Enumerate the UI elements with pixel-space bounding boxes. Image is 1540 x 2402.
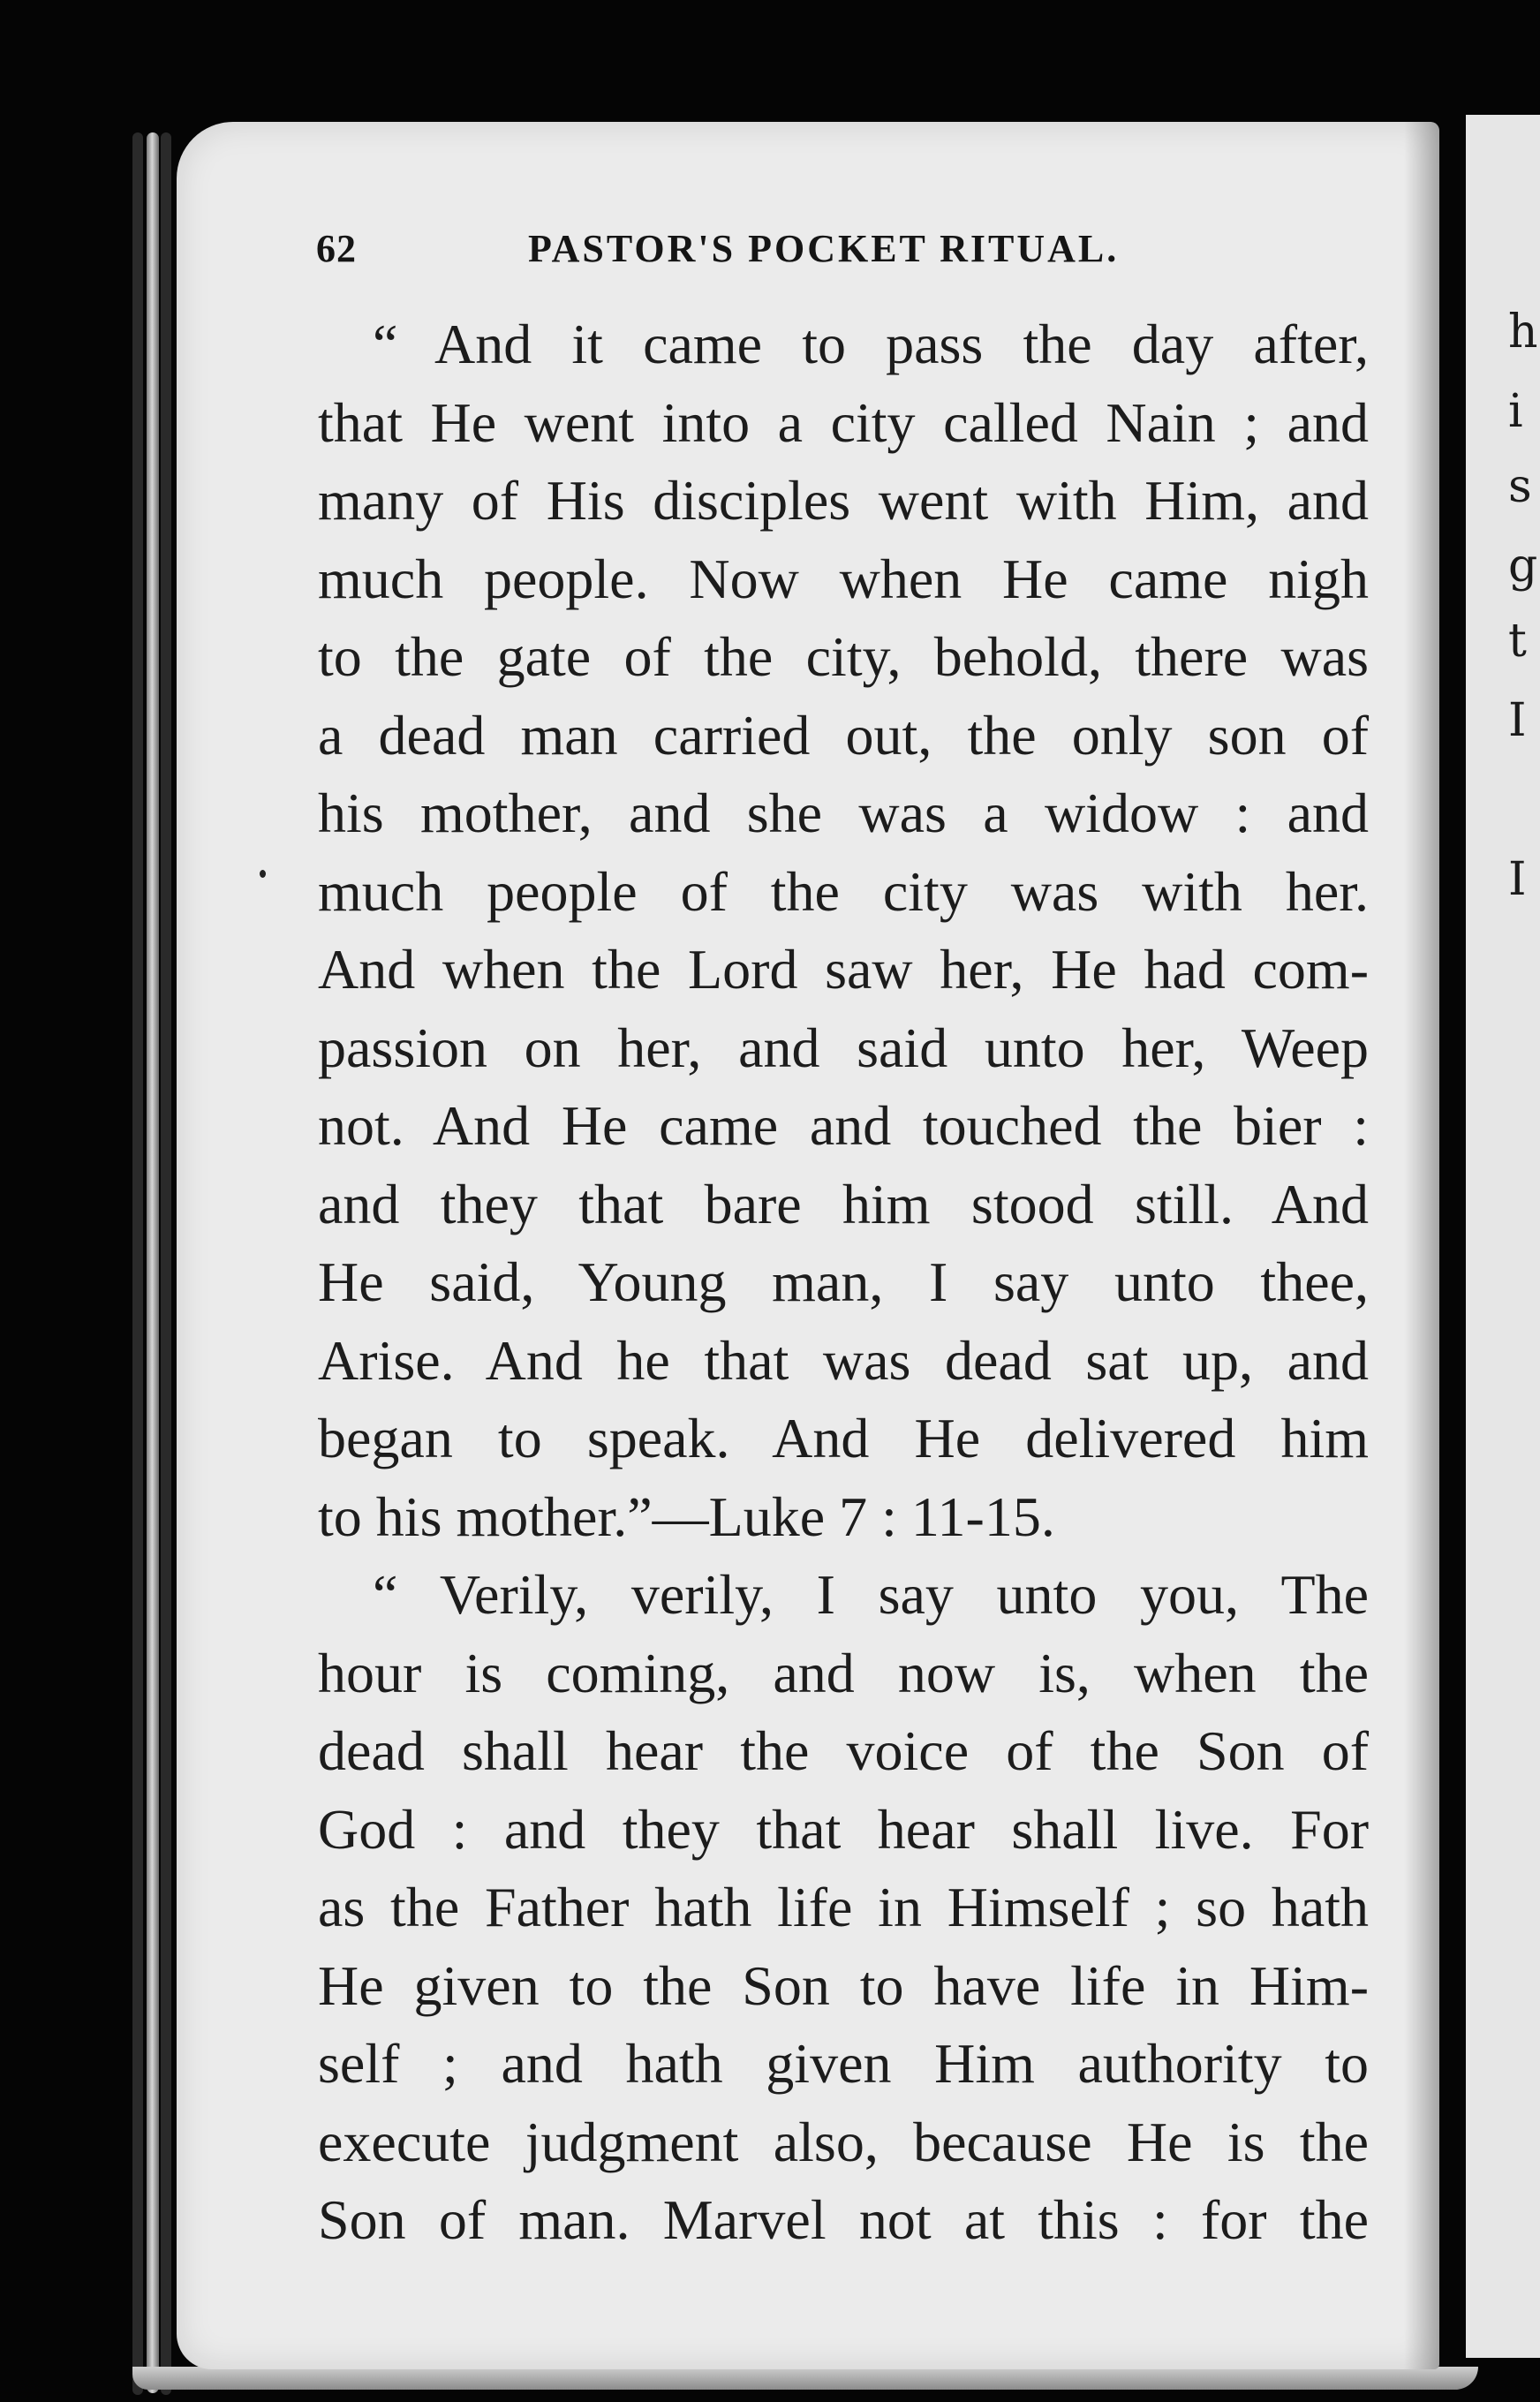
text-line: much people. Now when He came nigh [318, 547, 1369, 610]
text-line: Son of man. Marvel not at this : for the [318, 2188, 1369, 2251]
facing-page-letter: s [1508, 460, 1532, 513]
book-page [177, 122, 1439, 2369]
text-line: “ And it came to pass the day after, [373, 313, 1369, 375]
text-line: dead shall hear the voice of the Son of [318, 1719, 1369, 1782]
text-line: to his mother.”—Luke 7 : 11-15. [318, 1484, 1055, 1548]
text-line: execute judgment also, because He is the [318, 2110, 1369, 2173]
facing-page-letter: I [1508, 694, 1527, 747]
ink-speck [260, 870, 266, 878]
page-header [316, 226, 1367, 279]
text-line: much people of the city was with her. [318, 859, 1369, 923]
running-head: PASTOR'S POCKET RITUAL. [528, 227, 1120, 270]
text-line: self ; and hath given Him authority to [318, 2032, 1369, 2095]
text-line: his mother, and she was a widow : and [318, 782, 1369, 844]
text-line: many of His disciples went with Him, and [318, 469, 1369, 532]
text-line: and they that bare him stood still. And [318, 1172, 1369, 1235]
page-number: 62 [316, 227, 357, 270]
page-curl [132, 2367, 1478, 2390]
text-line: God : and they that hear shall live. For [318, 1797, 1369, 1861]
spine-shadow [1404, 122, 1439, 2369]
facing-page-letter: g [1508, 540, 1538, 593]
text-line: He given to the Son to have life in Him- [318, 1953, 1369, 2017]
text-line: hour is coming, and now is, when the [318, 1641, 1369, 1704]
facing-page-letter: h [1508, 306, 1538, 359]
text-line: passion on her, and said unto her, Weep [318, 1016, 1369, 1079]
facing-page-letter: I [1508, 853, 1527, 906]
paragraph-verily [318, 1556, 1369, 2260]
text-line: And when the Lord saw her, He had com- [318, 938, 1369, 1001]
page-edge [161, 132, 171, 2395]
text-line: as the Father hath life in Himself ; so hath [318, 1876, 1369, 1938]
text-line: not. And He came and touched the bier : [318, 1094, 1369, 1157]
page-edge [147, 132, 159, 2393]
facing-page-letter: i [1508, 385, 1523, 438]
text-line: a dead man carried out, the only son of [318, 703, 1369, 767]
facing-page [1466, 115, 1540, 2358]
text-line: began to speak. And He delivered him [318, 1407, 1369, 1469]
facing-page-letter: t [1508, 615, 1527, 668]
text-line: that He went into a city called Nain ; and [318, 390, 1369, 454]
text-line: Arise. And he that was dead sat up, and [318, 1328, 1369, 1392]
body-text [318, 306, 1369, 2260]
page-edge [132, 132, 143, 2395]
text-line: “ Verily, verily, I say unto you, The [373, 1563, 1369, 1626]
text-line: to the gate of the city, behold, there was [318, 625, 1369, 688]
text-line: He said, Young man, I say unto thee, [318, 1250, 1369, 1313]
paragraph-luke [318, 306, 1369, 1556]
